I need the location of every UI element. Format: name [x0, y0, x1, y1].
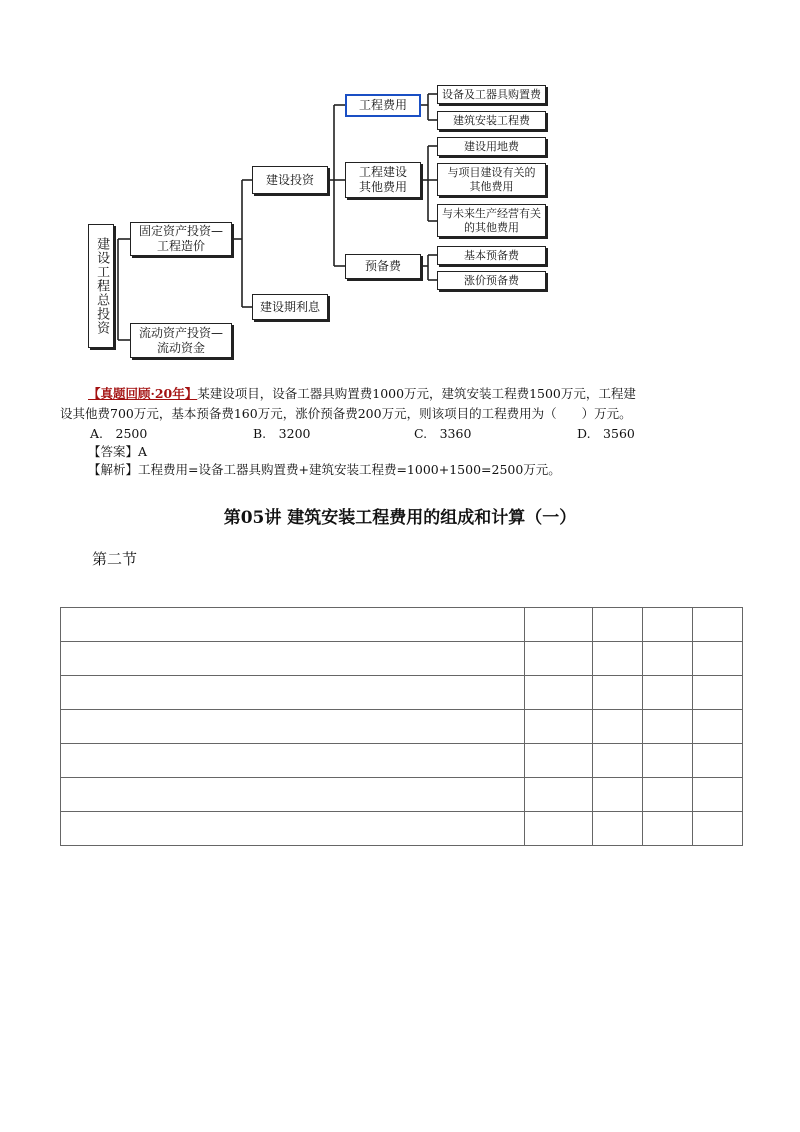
table-cell — [693, 744, 743, 778]
table-row — [61, 676, 743, 710]
table-cell — [61, 608, 525, 642]
table-row — [61, 744, 743, 778]
table-row — [61, 608, 743, 642]
section-label: 第二节 — [92, 550, 138, 568]
table-cell — [593, 744, 643, 778]
table-cell — [525, 710, 593, 744]
table-cell — [61, 812, 525, 846]
table-cell — [643, 778, 693, 812]
empty-table — [60, 607, 743, 846]
table-cell — [593, 710, 643, 744]
table-cell — [525, 676, 593, 710]
installation-node: 建筑安装工程费 — [437, 111, 546, 130]
fixed-asset-node: 固定资产投资— 工程造价 — [130, 222, 232, 256]
option-d: D. 3560 — [577, 426, 635, 441]
option-c: C. 3360 — [414, 426, 472, 441]
root-node — [88, 224, 114, 348]
table-cell — [643, 608, 693, 642]
table-cell — [643, 642, 693, 676]
project-related-node: 与项目建设有关的 其他费用 — [437, 163, 546, 196]
table-cell — [643, 744, 693, 778]
question-line-2 — [60, 404, 632, 422]
equipment-node: 设备及工器具购置费 — [437, 85, 546, 104]
question-tag: 【真题回顾·20年】 — [88, 386, 198, 401]
future-production-node: 与未来生产经营有关 的其他费用 — [437, 204, 546, 237]
table-cell — [593, 608, 643, 642]
question-text-1: 某建设项目，设备工器具购置费1000万元，建筑安装工程费1500万元，工程建 — [197, 386, 636, 401]
option-b: B. 3200 — [253, 426, 311, 441]
table-cell — [593, 778, 643, 812]
table-row — [61, 642, 743, 676]
table-cell — [525, 608, 593, 642]
table-cell — [61, 778, 525, 812]
table-cell — [525, 744, 593, 778]
table-cell — [693, 676, 743, 710]
lecture-heading: 第05讲 建筑安装工程费用的组成和计算（一） — [223, 508, 577, 528]
table-cell — [593, 812, 643, 846]
construction-investment-node: 建设投资 — [252, 166, 328, 194]
table-row — [61, 710, 743, 744]
table-cell — [61, 710, 525, 744]
root-label: 建设工程总投资 — [94, 237, 110, 335]
table-cell — [593, 642, 643, 676]
reserve-node: 预备费 — [345, 254, 421, 279]
price-reserve-node: 涨价预备费 — [437, 271, 546, 290]
table-cell — [643, 676, 693, 710]
table-cell — [693, 778, 743, 812]
construction-interest-node: 建设期利息 — [252, 294, 328, 320]
engineering-cost-node: 工程费用 — [345, 94, 421, 117]
table-cell — [693, 710, 743, 744]
table-cell — [593, 676, 643, 710]
option-a: A. 2500 — [90, 426, 148, 441]
table-cell — [643, 710, 693, 744]
table-row — [61, 778, 743, 812]
question-text-2: 设其他费700万元，基本预备费160万元，涨价预备费200万元，则该项目的工程费用为（ ）万元。 — [60, 406, 632, 421]
table-cell — [693, 608, 743, 642]
table-row — [61, 812, 743, 846]
other-costs-node: 工程建设 其他费用 — [345, 162, 421, 198]
land-node: 建设用地费 — [437, 137, 546, 156]
analysis-line: 【解析】工程费用=设备工器具购置费+建筑安装工程费=1000+1500=2500万元。 — [88, 462, 561, 477]
floating-asset-node: 流动资产投资— 流动资金 — [130, 323, 232, 358]
question-line-1 — [88, 384, 636, 402]
table-cell — [525, 778, 593, 812]
table-cell — [693, 812, 743, 846]
answer-line: 【答案】A — [88, 444, 148, 459]
table-cell — [61, 642, 525, 676]
table-cell — [61, 676, 525, 710]
table-cell — [643, 812, 693, 846]
table-cell — [525, 812, 593, 846]
table-cell — [693, 642, 743, 676]
basic-reserve-node: 基本预备费 — [437, 246, 546, 265]
table-cell — [525, 642, 593, 676]
table-cell — [61, 744, 525, 778]
